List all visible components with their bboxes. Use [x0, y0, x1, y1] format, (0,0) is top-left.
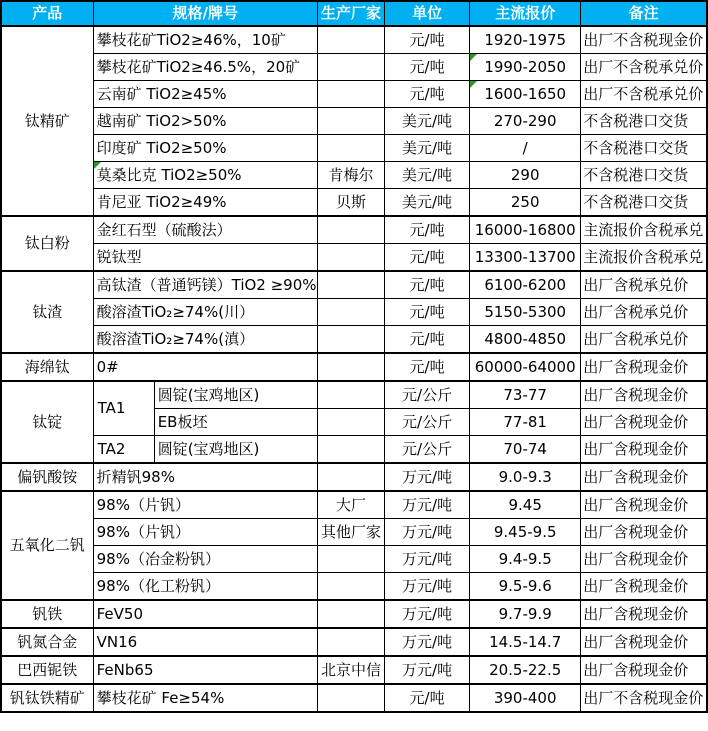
price-cell: 13300-13700 [470, 244, 581, 272]
price-cell: 6100-6200 [470, 271, 581, 299]
note-cell: 出厂含税现金价 [581, 491, 707, 519]
table-row [1, 463, 707, 491]
table-row [1, 381, 707, 409]
manufacturer-cell [317, 546, 384, 573]
unit-cell: 万元/吨 [385, 463, 470, 491]
price-cell: 4800-4850 [470, 326, 581, 354]
spec-cell [93, 162, 317, 189]
price-value: 1990-2050 [484, 57, 567, 76]
manufacturer-cell [317, 573, 384, 601]
price-value: 1600-1650 [484, 84, 567, 103]
table-row [1, 216, 707, 244]
note-cell: 出厂含税现金价 [581, 381, 707, 409]
spec-cell: 印度矿 TiO2≥50% [93, 135, 317, 162]
error-flag-icon [94, 162, 101, 169]
unit-cell: 万元/吨 [385, 656, 470, 684]
spec-cell: FeNb65 [93, 656, 317, 684]
manufacturer-cell [317, 326, 384, 354]
note-cell: 出厂含税承兑价 [581, 299, 707, 326]
table-row [1, 135, 707, 162]
unit-cell: 元/公斤 [385, 436, 470, 464]
note-cell: 出厂含税现金价 [581, 353, 707, 381]
product-cell: 偏钒酸铵 [1, 463, 93, 491]
unit-cell: 元/吨 [385, 54, 470, 81]
product-cell: 钛锭 [1, 381, 93, 463]
note-cell: 出厂含税现金价 [581, 463, 707, 491]
product-cell: 海绵钛 [1, 353, 93, 381]
unit-cell: 元/吨 [385, 26, 470, 54]
header-row [1, 1, 707, 26]
unit-cell: 万元/吨 [385, 628, 470, 656]
table-row [1, 299, 707, 326]
table-row [1, 628, 707, 656]
spec-cell: VN16 [93, 628, 317, 656]
price-cell: 5150-5300 [470, 299, 581, 326]
price-cell: 16000-16800 [470, 216, 581, 244]
note-cell: 不含税港口交货 [581, 108, 707, 135]
spec-cell: 肯尼亚 TiO2≥49% [93, 189, 317, 217]
unit-cell: 美元/吨 [385, 189, 470, 217]
price-cell: 73-77 [470, 381, 581, 409]
table-row [1, 54, 707, 81]
note-cell: 不含税港口交货 [581, 162, 707, 189]
error-flag-icon [470, 54, 477, 61]
product-cell: 钛白粉 [1, 216, 93, 271]
error-flag-icon [470, 81, 477, 88]
price-cell: 270-290 [470, 108, 581, 135]
manufacturer-cell [317, 81, 384, 108]
spec-cell: 高钛渣（普通钙镁）TiO2 ≥90% [93, 271, 317, 299]
table-row [1, 656, 707, 684]
price-cell: 1920-1975 [470, 26, 581, 54]
price-cell: 77-81 [470, 409, 581, 436]
price-cell: 9.4-9.5 [470, 546, 581, 573]
price-cell: 9.45 [470, 491, 581, 519]
note-cell: 出厂含税承兑价 [581, 271, 707, 299]
product-cell: 钒铁 [1, 600, 93, 628]
table-row [1, 108, 707, 135]
product-cell: 钒氮合金 [1, 628, 93, 656]
spec-value: 莫桑比克 TiO2≥50% [96, 165, 242, 184]
header-unit: 单位 [385, 1, 470, 26]
price-cell: 14.5-14.7 [470, 628, 581, 656]
price-cell: 20.5-22.5 [470, 656, 581, 684]
note-cell: 出厂不含税承兑价 [581, 81, 707, 108]
table-row [1, 353, 707, 381]
unit-cell: 万元/吨 [385, 600, 470, 628]
manufacturer-cell [317, 54, 384, 81]
grade-cell: TA1 [93, 381, 154, 436]
table-row [1, 519, 707, 546]
manufacturer-cell [317, 436, 384, 464]
note-cell: 出厂含税现金价 [581, 519, 707, 546]
manufacturer-cell: 贝斯 [317, 189, 384, 217]
note-cell: 出厂不含税承兑价 [581, 54, 707, 81]
subspec-cell: 圆锭(宝鸡地区) [154, 381, 317, 409]
manufacturer-cell [317, 600, 384, 628]
table-row [1, 189, 707, 217]
unit-cell: 万元/吨 [385, 491, 470, 519]
unit-cell: 元/吨 [385, 216, 470, 244]
note-cell: 不含税港口交货 [581, 189, 707, 217]
price-cell: 9.0-9.3 [470, 463, 581, 491]
spec-cell: 98%（片钒） [93, 519, 317, 546]
manufacturer-cell: 其他厂家 [317, 519, 384, 546]
note-cell: 出厂含税现金价 [581, 546, 707, 573]
spec-cell: 酸溶渣TiO₂≥74%(川） [93, 299, 317, 326]
manufacturer-cell [317, 135, 384, 162]
manufacturer-cell [317, 271, 384, 299]
spec-cell: 98%（冶金粉钒） [93, 546, 317, 573]
subspec-cell: EB板坯 [154, 409, 317, 436]
table-row [1, 244, 707, 272]
price-cell: 9.45-9.5 [470, 519, 581, 546]
header-product: 产品 [1, 1, 93, 26]
manufacturer-cell [317, 216, 384, 244]
table-row [1, 271, 707, 299]
spec-cell: 云南矿 TiO2≥45% [93, 81, 317, 108]
product-cell: 钛渣 [1, 271, 93, 353]
unit-cell: 元/吨 [385, 326, 470, 354]
manufacturer-cell [317, 684, 384, 712]
product-cell: 五氧化二钒 [1, 491, 93, 600]
note-cell: 主流报价含税承兑 [581, 216, 707, 244]
header-price: 主流报价 [470, 1, 581, 26]
unit-cell: 万元/吨 [385, 546, 470, 573]
price-cell: / [470, 135, 581, 162]
manufacturer-cell [317, 409, 384, 436]
note-cell: 主流报价含税承兑 [581, 244, 707, 272]
unit-cell: 元/吨 [385, 353, 470, 381]
unit-cell: 美元/吨 [385, 135, 470, 162]
table-row [1, 684, 707, 712]
table-row [1, 436, 707, 464]
unit-cell: 美元/吨 [385, 108, 470, 135]
unit-cell: 元/公斤 [385, 409, 470, 436]
spec-cell: 98%（片钒） [93, 491, 317, 519]
manufacturer-cell [317, 353, 384, 381]
price-cell [470, 81, 581, 108]
table-row [1, 491, 707, 519]
unit-cell: 元/吨 [385, 271, 470, 299]
header-manufacturer: 生产厂家 [317, 1, 384, 26]
unit-cell: 万元/吨 [385, 573, 470, 601]
manufacturer-cell [317, 108, 384, 135]
product-cell: 巴西铌铁 [1, 656, 93, 684]
price-cell: 250 [470, 189, 581, 217]
spec-cell: FeV50 [93, 600, 317, 628]
table-row [1, 26, 707, 54]
note-cell: 出厂含税现金价 [581, 656, 707, 684]
price-cell: 70-74 [470, 436, 581, 464]
table-row [1, 546, 707, 573]
subspec-cell: 圆锭(宝鸡地区) [154, 436, 317, 464]
unit-cell: 元/吨 [385, 299, 470, 326]
note-cell: 出厂含税现金价 [581, 600, 707, 628]
unit-cell: 美元/吨 [385, 162, 470, 189]
unit-cell: 元/公斤 [385, 381, 470, 409]
spec-cell: 攀枝花矿TiO2≥46%，10矿 [93, 26, 317, 54]
manufacturer-cell [317, 26, 384, 54]
spec-cell: 攀枝花矿 Fe≥54% [93, 684, 317, 712]
note-cell: 出厂含税现金价 [581, 628, 707, 656]
spec-cell: 锐钛型 [93, 244, 317, 272]
note-cell: 出厂含税现金价 [581, 409, 707, 436]
spec-cell: 攀枝花矿TiO2≥46.5%，20矿 [93, 54, 317, 81]
header-note: 备注 [581, 1, 707, 26]
note-cell: 出厂不含税现金价 [581, 26, 707, 54]
note-cell: 出厂含税现金价 [581, 436, 707, 464]
price-cell: 390-400 [470, 684, 581, 712]
table-row [1, 600, 707, 628]
price-cell: 60000-64000 [470, 353, 581, 381]
manufacturer-cell: 大厂 [317, 491, 384, 519]
spec-cell: 金红石型（硫酸法） [93, 216, 317, 244]
note-cell: 出厂含税现金价 [581, 573, 707, 601]
note-cell: 出厂含税承兑价 [581, 326, 707, 354]
spec-cell: 0# [93, 353, 317, 381]
manufacturer-cell [317, 463, 384, 491]
spec-cell: 98%（化工粉钒） [93, 573, 317, 601]
unit-cell: 万元/吨 [385, 519, 470, 546]
manufacturer-cell: 北京中信 [317, 656, 384, 684]
table-row [1, 81, 707, 108]
price-cell [470, 54, 581, 81]
unit-cell: 元/吨 [385, 684, 470, 712]
manufacturer-cell [317, 244, 384, 272]
table-row [1, 162, 707, 189]
manufacturer-cell [317, 381, 384, 409]
product-cell: 钛精矿 [1, 26, 93, 216]
note-cell: 不含税港口交货 [581, 135, 707, 162]
spec-cell: 越南矿 TiO2>50% [93, 108, 317, 135]
table-row [1, 326, 707, 354]
table-row [1, 573, 707, 601]
unit-cell: 元/吨 [385, 81, 470, 108]
spec-cell: 酸溶渣TiO₂≥74%(滇） [93, 326, 317, 354]
note-cell: 出厂不含税现金价 [581, 684, 707, 712]
unit-cell: 元/吨 [385, 244, 470, 272]
manufacturer-cell [317, 628, 384, 656]
manufacturer-cell [317, 299, 384, 326]
header-spec: 规格/牌号 [93, 1, 317, 26]
price-cell: 9.5-9.6 [470, 573, 581, 601]
manufacturer-cell: 肯梅尔 [317, 162, 384, 189]
grade-cell: TA2 [93, 436, 154, 464]
price-cell: 9.7-9.9 [470, 600, 581, 628]
product-cell: 钒钛铁精矿 [1, 684, 93, 712]
price-cell: 290 [470, 162, 581, 189]
spec-cell: 折精钒98% [93, 463, 317, 491]
